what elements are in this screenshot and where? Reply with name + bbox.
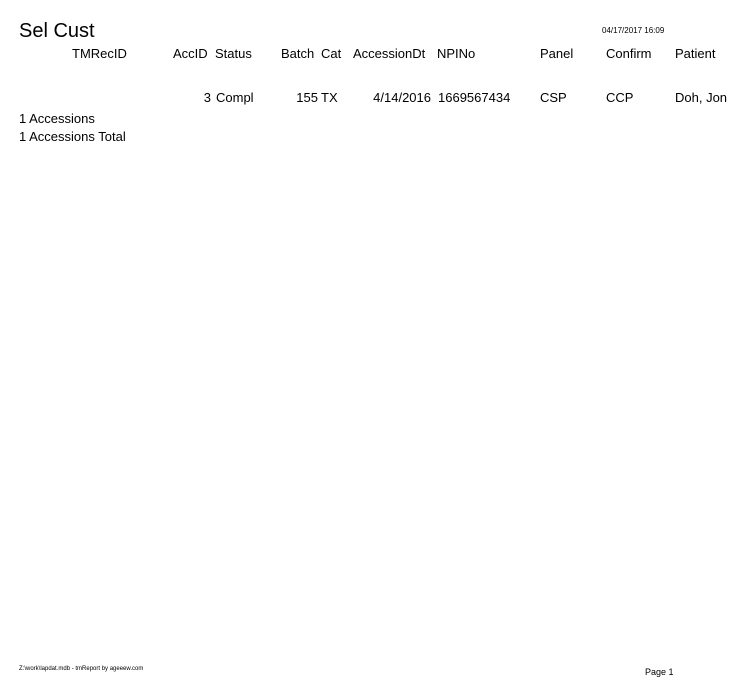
column-header-cat: Cat	[321, 46, 342, 61]
cell-npino: 1669567434	[438, 90, 511, 105]
cell-cat: TX	[321, 90, 338, 105]
accessions-count: 1 Accessions	[19, 111, 95, 126]
column-header-status: Status	[215, 46, 252, 61]
accessions-total: 1 Accessions Total	[19, 129, 126, 144]
cell-panel: CSP	[540, 90, 567, 105]
footer-source: Z:\work\lapdat.mdb - tmReport by ageeew.com	[19, 666, 144, 672]
cell-accid: 3	[203, 90, 211, 105]
print-timestamp: 04/17/2017 16:09	[602, 26, 665, 35]
cell-accessiondt: 4/14/2016	[373, 90, 431, 105]
column-header-confirm: Confirm	[606, 46, 652, 61]
report-title: Sel Cust	[19, 20, 95, 42]
cell-patient: Doh, Jon	[675, 90, 728, 105]
column-header-panel: Panel	[540, 46, 574, 61]
cell-batch: 155	[296, 90, 318, 105]
cell-status: Compl	[216, 90, 254, 105]
cell-confirm: CCP	[606, 90, 634, 105]
column-header-npino: NPINo	[437, 46, 476, 61]
column-header-accessiondt: AccessionDt	[353, 46, 426, 61]
column-header-accid: AccID	[173, 46, 208, 61]
page-number: Page 1	[645, 667, 674, 677]
column-header-batch: Batch	[281, 46, 315, 61]
column-header-patient: Patient	[675, 46, 716, 61]
column-header-tmrecid: TMRecID	[72, 46, 127, 61]
